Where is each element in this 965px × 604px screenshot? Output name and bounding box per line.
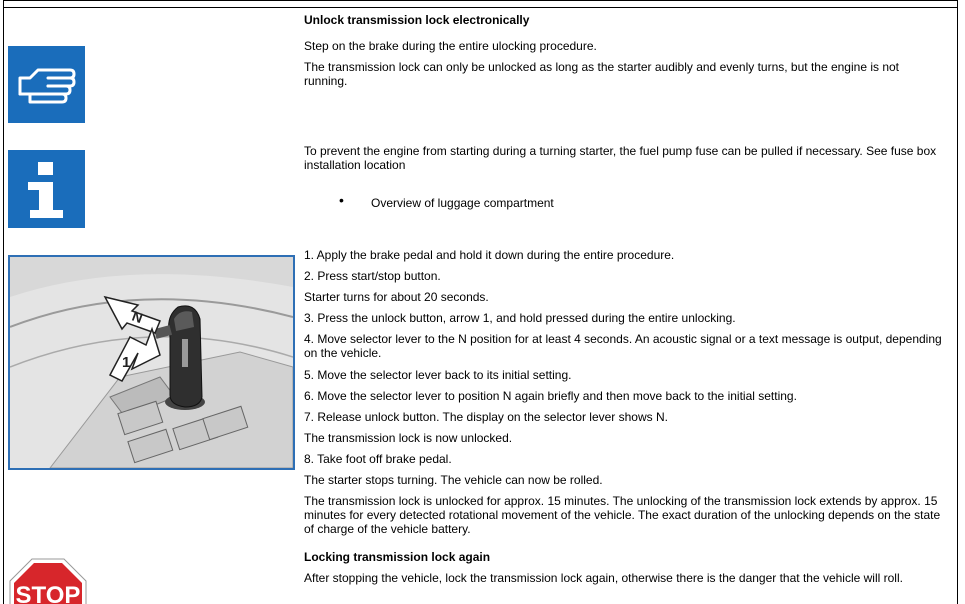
step-8: 8. Take foot off brake pedal.	[304, 452, 452, 466]
stop-sign-icon	[8, 557, 88, 604]
brake-instruction: Step on the brake during the entire ulocking procedure.	[304, 39, 597, 53]
bullet-dot: •	[339, 192, 344, 208]
step-2-note: Starter turns for about 20 seconds.	[304, 290, 489, 304]
top-rule	[3, 7, 958, 8]
step-1: 1. Apply the brake pedal and hold it down during the entire procedure.	[304, 248, 675, 262]
step-5: 5. Move the selector lever back to its initial setting.	[304, 368, 572, 382]
step-2: 2. Press start/stop button.	[304, 269, 441, 283]
locking-title: Locking transmission lock again	[304, 550, 491, 564]
luggage-link[interactable]: Overview of luggage compartment	[371, 196, 554, 210]
arrow-1-label: 1	[122, 354, 131, 371]
stop-label: STOP	[15, 582, 81, 604]
step-6: 6. Move the selector lever to position N again briefly and then move back to the initial setting.	[304, 389, 797, 403]
info-icon	[8, 150, 85, 228]
pointing-hand-icon	[8, 46, 85, 123]
step-7: 7. Release unlock button. The display on the selector lever shows N.	[304, 410, 668, 424]
starter-condition: The transmission lock can only be unlocked as long as the starter audibly and evenly turns, but the engine is not running.	[304, 60, 900, 88]
step-4: 4. Move selector lever to the N position for at least 4 seconds. An acoustic signal or a text message is output, depending on the vehicle.	[304, 332, 942, 360]
step-7-note: The transmission lock is now unlocked.	[304, 431, 513, 445]
arrow-n-label: N	[129, 307, 145, 327]
info-text: To prevent the engine from starting during a turning starter, the fuel pump fuse can be pulled if necessary. See fuse box installation location	[304, 144, 937, 172]
unlock-duration-note: The transmission lock is unlocked for approx. 15 minutes. The unlocking of the transmission lock extends by approx. 15 minutes for every detected rotational movement of the vehicle. The exact duration of the unlocking depends on the state of charge of the vehicle battery.	[304, 494, 941, 536]
step-8-note: The starter stops turning. The vehicle can now be rolled.	[304, 473, 603, 487]
section-title: Unlock transmission lock electronically	[304, 13, 530, 27]
locking-text: After stopping the vehicle, lock the transmission lock again, otherwise there is the danger that the vehicle will roll.	[304, 571, 903, 585]
selector-lever-figure	[8, 255, 295, 470]
step-3: 3. Press the unlock button, arrow 1, and hold pressed during the entire unlocking.	[304, 311, 736, 325]
